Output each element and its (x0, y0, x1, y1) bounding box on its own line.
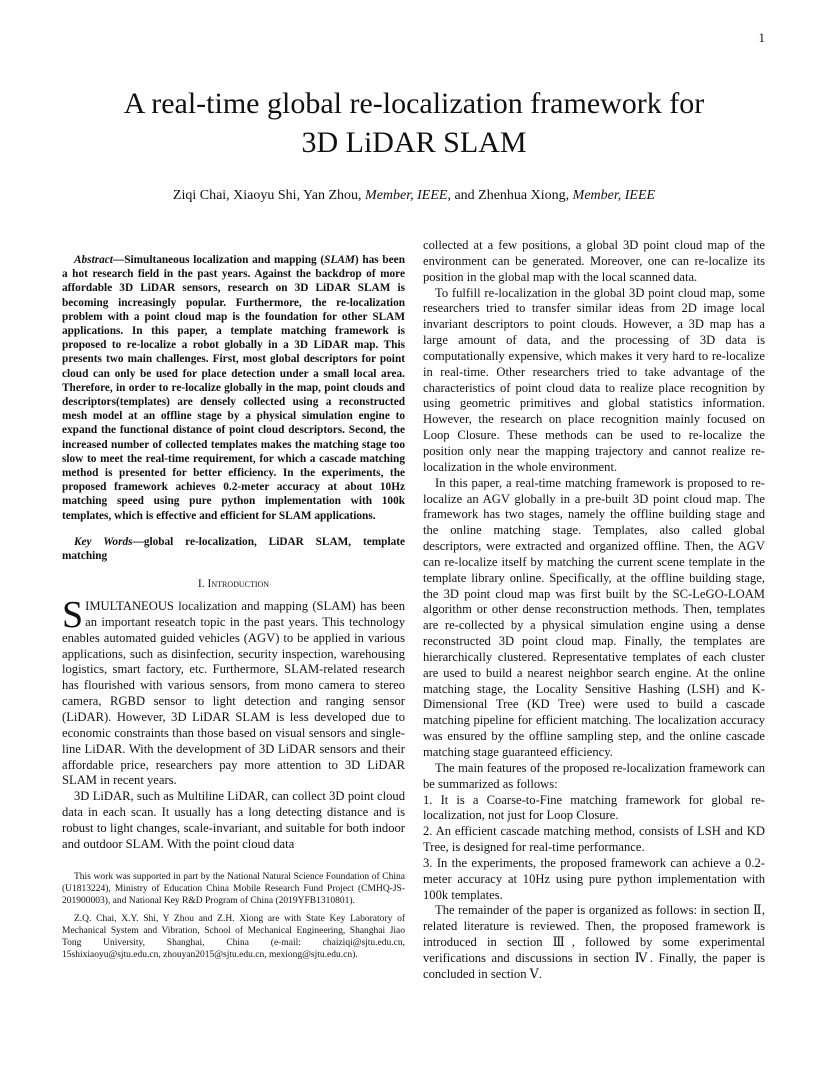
keywords-label: Key Words (74, 535, 133, 548)
abstract (62, 253, 405, 523)
intro-paragraph-1 (62, 594, 405, 789)
abstract-text-a: —Simultaneous localization and mapping ( (112, 254, 325, 266)
author-names-b: , and Zhenhua Xiong, (447, 188, 573, 203)
right-paragraph-4: The main features of the proposed re-localization framework can be summarized as follows: (423, 760, 765, 791)
feature-list-item-2: 2. An efficient cascade matching method, consists of LSH and KD Tree, is designed for real-time performance. (423, 824, 765, 855)
paper-title (60, 84, 768, 162)
page-number: 1 (758, 30, 765, 45)
abstract-text-b: ) has been a hot research field in the past years. Against the backdrop of more affordable 3D LiDAR sensors, research on 3D LiDAR SLAM is becoming increasingly popular. Furthermore, the re-localization problem with a point cloud map is the foundation for other SLAM applications. In this paper, a template matching framework is proposed to re-localize a robot globally in a 3D LiDAR map. This presents two main challenges. First, most global descriptors for point cloud can only be used for place detection under a small local area. Therefore, in order to re-localize globally in the map, point clouds and descriptors(templates) are densely collected using a reconstructed mesh model at an offline stage by a physical simulation engine to expand the functional distance of point cloud descriptors. Second, the increased number of collected templates makes the matching stage too slow to meet the real-time requirement, for which a cascade matching method is presented for better efficiency. In the experiments, the proposed framework achieves 0.2-meter accuracy at about 10Hz matching speed using pure python implementation with 100k templates, which is effective and efficient for SLAM applications. (62, 254, 405, 522)
feature-list-item-3: 3. In the experiments, the proposed framework can achieve a 0.2-meter accuracy at 10Hz using pure python implementation with 100k templates. (423, 855, 765, 902)
footnote-funding: This work was supported in part by the National Natural Science Foundation of China (U1813224), Ministry of Education China Mobile Research Fund Project (CMHQ-JS-201900003), and National Key R&D Program of China (2019YFB1310801). (62, 871, 405, 906)
keywords (62, 535, 405, 563)
left-column (62, 238, 405, 961)
author-list (60, 188, 768, 204)
title-line-2: 3D LiDAR SLAM (301, 126, 527, 159)
intro-p1-text: IMULTANEOUS localization and mapping (SLAM) has been an important reseatch topic in the past years. This technology enables automated guided vehicles (AGV) to be applied in various applications, such as disinfection, security inspection, warehousing logistics, smart factory, etc. Furthermore, SLAM-related research has flourished with various sensors, from mono camera to stereo camera, RGBD sensor to light detection and ranging sensor (LiDAR). However, 3D LiDAR SLAM is less developed due to economic constraints than those based on visual sensors and single-line LiDAR. With the development of 3D LiDAR sensors and their affordable price, researchers pay more attention to 3D LiDAR SLAM in recent years. (62, 599, 405, 788)
right-paragraph-1: collected at a few positions, a global 3D point cloud map of the environment can be generated. Moreover, one can re-localize its position in the global map with the local scanned data. (423, 238, 765, 284)
right-paragraph-3: In this paper, a real-time matching framework is proposed to re-localize an AGV globally in a pre-built 3D point cloud map. The framework has two stages, namely the offline building stage and the online matching stage. Templates, also called global descriptors, were extracted and organized offline. Then, the AGV can re-localize itself by matching the current scene template in the template library online. Specifically, at the offline building stage, the 3D point cloud map was first built by the SC-LeGO-LOAM algorithm or other dense reconstruction methods. Then, templates are re-collected by a physical simulation engine using a dense reconstructed 3D point cloud map. Finally, the templates are hierarchically clustered. Representative templates of each cluster are used to build a nearest neighbor search engine. At the online matching stage, the Locality Sensitive Hashing (LSH) and K-Dimensional Tree (KD Tree) were used to build a cascade matching pipeline for efficient matching. The localization accuracy was ensured by the offline sampling step, and the online cascade matching stage guaranteed efficiency. (423, 475, 765, 759)
right-paragraph-2: To fulfill re-localization in the global 3D point cloud map, some researchers tried to transfer similar ideas from 2D image local invariant descriptors to point clouds. However, a 3D map has a large amount of data, and the processing of 3D data is computationally expensive, which makes it very hard to re-localize in real-time. Other researchers tried to take advantage of the characteristics of point cloud data to realize place recognition by using geometric primitives and global statistics information. However, the research on place recognition mainly focused on Loop Closure. These methods can be used to re-localize the position only near the mapping trajectory and cannot realize re-localization in the whole environment. (423, 285, 765, 474)
section-heading-introduction: I. Introduction (197, 578, 270, 591)
intro-paragraph-2: 3D LiDAR, such as Multiline LiDAR, can collect 3D point cloud data in each scan. It usually has a long detecting distance and is robust to light changes, scale-invariant, and suitable for both indoor and outdoor SLAM. With the point cloud data (62, 789, 405, 851)
title-line-1: A real-time global re-localization framework for (123, 87, 705, 120)
drop-cap: S (62, 594, 84, 637)
author-member-1: Member, IEEE (365, 188, 448, 203)
feature-list-item-1: 1. It is a Coarse-to-Fine matching framework for global re-localization, not just for Loop Closure. (423, 792, 765, 823)
footnote-affiliation: Z.Q. Chai, X.Y. Shi, Y Zhou and Z.H. Xiong are with State Key Laboratory of Mechanical System and Vibration, School of Mechanical Engineering, Shanghai Jiao Tong University, Shanghai, China (e-mail: chaiziqi@sjtu.edu.cn, 15shixiaoyu@sjtu.edu.cn, zhouyan2015@sjtu.edu.cn, mexiong@sjtu.edu.cn). (62, 913, 405, 960)
author-member-2: Member, IEEE (572, 188, 656, 203)
author-names-a: Ziqi Chai, Xiaoyu Shi, Yan Zhou, (172, 188, 366, 203)
abstract-label: Abstract (74, 254, 113, 266)
right-column (423, 238, 765, 983)
right-paragraph-5: The remainder of the paper is organized as follows: in section Ⅱ, related literature is reviewed. Then, the proposed framework is introduced in section Ⅲ, followed by some experimental verifications and discussions in section Ⅳ. Finally, the paper is concluded in section Ⅴ. (423, 903, 765, 981)
keywords-text: —global re-localization, LiDAR SLAM, template matching (62, 535, 406, 563)
abstract-slam: SLAM (324, 254, 355, 266)
